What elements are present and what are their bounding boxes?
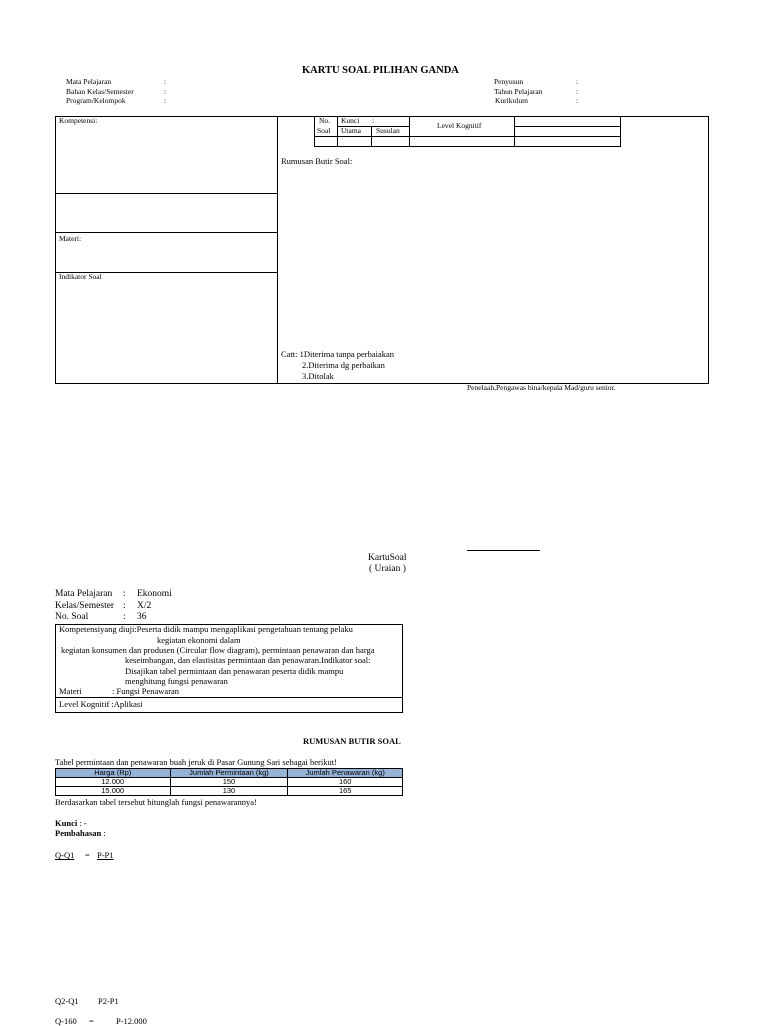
divider bbox=[277, 116, 278, 384]
table-cell: 150 bbox=[170, 778, 288, 787]
table-header: Jumlah Penawaran (kg) bbox=[288, 769, 403, 778]
kompetensi-line: keseimbangan, dan elastisitas permintaan dan penawaran.Indikator soal: bbox=[125, 655, 371, 665]
supply-demand-table bbox=[55, 768, 403, 796]
level-kognitif-label: Level Kognitif bbox=[437, 121, 482, 130]
kompetensi-line: Disajikan tabel permintaan dan penawaran peserta didik mampu bbox=[125, 666, 344, 676]
field-bahan-kelas-label: Bahan Kelas/Semester bbox=[66, 87, 134, 96]
materi-label: Materi bbox=[59, 686, 82, 696]
divider bbox=[55, 697, 403, 698]
formula1-eq: = bbox=[85, 850, 90, 860]
field-sep: : bbox=[576, 77, 579, 86]
materi-value: : Fungsi Penawaran bbox=[112, 686, 180, 696]
field-kelas-value: X/2 bbox=[137, 601, 152, 611]
field-no-soal-value: 36 bbox=[137, 612, 147, 622]
grid-line bbox=[337, 116, 338, 147]
formula1-left: Q-Q1 bbox=[55, 850, 75, 860]
field-sep: : bbox=[576, 96, 579, 105]
card1-title: KARTU SOAL PILIHAN GANDA bbox=[302, 65, 459, 76]
utama-label: Utama bbox=[341, 126, 361, 135]
kunci-line bbox=[55, 818, 87, 828]
rumusan-label: Rumusan Butir Soal: bbox=[281, 156, 353, 166]
field-tahun-label: Tahun Pelajaran bbox=[494, 87, 543, 96]
pembahasan-label: Pembahasan bbox=[55, 828, 102, 838]
no-label: No. bbox=[319, 116, 331, 125]
pembahasan-value: : bbox=[101, 828, 106, 838]
grid-line bbox=[514, 126, 620, 127]
rumusan-heading: RUMUSAN BUTIR SOAL bbox=[303, 736, 401, 746]
field-sep: : bbox=[576, 87, 579, 96]
catt-line-2: 2.Diterima dg perbaikan bbox=[302, 360, 385, 370]
penelaah-text: Penelaah,Pengawas bina/kepala Mad/guru senior. bbox=[467, 383, 616, 392]
field-mata-pelajaran-label: Mata Pelajaran bbox=[55, 589, 113, 599]
pembahasan-line bbox=[55, 828, 106, 838]
field-penyusun-label: Penyusun bbox=[494, 77, 524, 86]
kompetensi-line: menghitung fungsi penawaran bbox=[125, 676, 228, 686]
field-mata-pelajaran-label: Mata Pelajaran bbox=[66, 77, 112, 86]
grid-line bbox=[514, 116, 515, 147]
kunci-label: Kunci bbox=[55, 818, 78, 828]
signature-line bbox=[467, 550, 540, 551]
field-kelas-label: Kelas/Semester bbox=[55, 601, 115, 611]
table-header: Harga (Rp) bbox=[56, 769, 171, 778]
table-cell: 130 bbox=[170, 787, 288, 796]
kunci-value: : - bbox=[77, 818, 87, 828]
kompetensi-line: Kompetensiyang diuji:Peserta didik mampu mengaplikasi pengetahuan tentang pelaku bbox=[59, 624, 353, 634]
card2-title: KartuSoal bbox=[368, 553, 407, 563]
kompetensi-label: Kompetensi: bbox=[59, 116, 98, 125]
divider bbox=[55, 232, 277, 233]
card1-frame bbox=[55, 116, 709, 384]
kompetensi-line: kegiatan konsumen dan produsen (Circular flow diagram), permintaan penawaran dan harga bbox=[61, 645, 375, 655]
divider bbox=[55, 193, 277, 194]
table-row bbox=[56, 787, 403, 796]
formula2-left: Q2-Q1 bbox=[55, 996, 79, 1006]
soal-label: Soal bbox=[317, 126, 331, 135]
kunci-label: Kunci bbox=[341, 116, 360, 125]
table-header: Jumlah Permintaan (kg) bbox=[170, 769, 288, 778]
indikator-label: Indikator Soal bbox=[59, 272, 102, 281]
field-kurikulum-label: Kurikulum bbox=[495, 96, 528, 105]
card2-subtitle: ( Uraian ) bbox=[369, 564, 406, 574]
table-cell: 160 bbox=[288, 778, 403, 787]
formula1-right: P-P1 bbox=[97, 850, 114, 860]
table-cell: 165 bbox=[288, 787, 403, 796]
formula3-right: P-12.000 bbox=[116, 1016, 147, 1026]
grid-line bbox=[409, 116, 410, 147]
catt-line-1: Catt: 1Diterima tanpa perbaiakan bbox=[281, 349, 395, 359]
field-sep: : bbox=[123, 601, 126, 611]
field-sep: : bbox=[123, 589, 126, 599]
formula3-left: Q-160 bbox=[55, 1016, 77, 1026]
grid-line bbox=[314, 136, 620, 137]
question-intro: Tabel permintaan dan penawaran buah jeruk di Pasar Gunung Sari sebagai berikut! bbox=[55, 757, 337, 767]
field-sep: : bbox=[164, 77, 167, 86]
field-mata-pelajaran-value: Ekonomi bbox=[137, 589, 172, 599]
formula3-eq: = bbox=[89, 1016, 94, 1026]
materi-label: Materi: bbox=[59, 234, 82, 243]
formula2-right: P2-P1 bbox=[98, 996, 119, 1006]
grid-line bbox=[314, 146, 620, 147]
field-no-soal-label: No. Soal bbox=[55, 612, 89, 622]
grid-line bbox=[620, 116, 621, 147]
field-sep: : bbox=[123, 612, 126, 622]
table-cell: 15.000 bbox=[56, 787, 171, 796]
field-sep: : bbox=[164, 96, 167, 105]
level-kognitif: Level Kognitif :Aplikasi bbox=[59, 699, 143, 709]
grid-line bbox=[314, 116, 315, 147]
field-program-label: Program/Kelompok bbox=[66, 96, 126, 105]
susulan-label: Susulan bbox=[376, 126, 400, 135]
question-text: Berdasarkan tabel tersebut hitunglah fungsi penawarannya! bbox=[55, 797, 257, 807]
kompetensi-line: kegiatan ekonomi dalam bbox=[157, 635, 241, 645]
catt-line-3: 3.Ditolak bbox=[302, 371, 334, 381]
kunci-sep: : bbox=[372, 116, 375, 125]
table-cell: 12.000 bbox=[56, 778, 171, 787]
field-sep: : bbox=[164, 87, 167, 96]
